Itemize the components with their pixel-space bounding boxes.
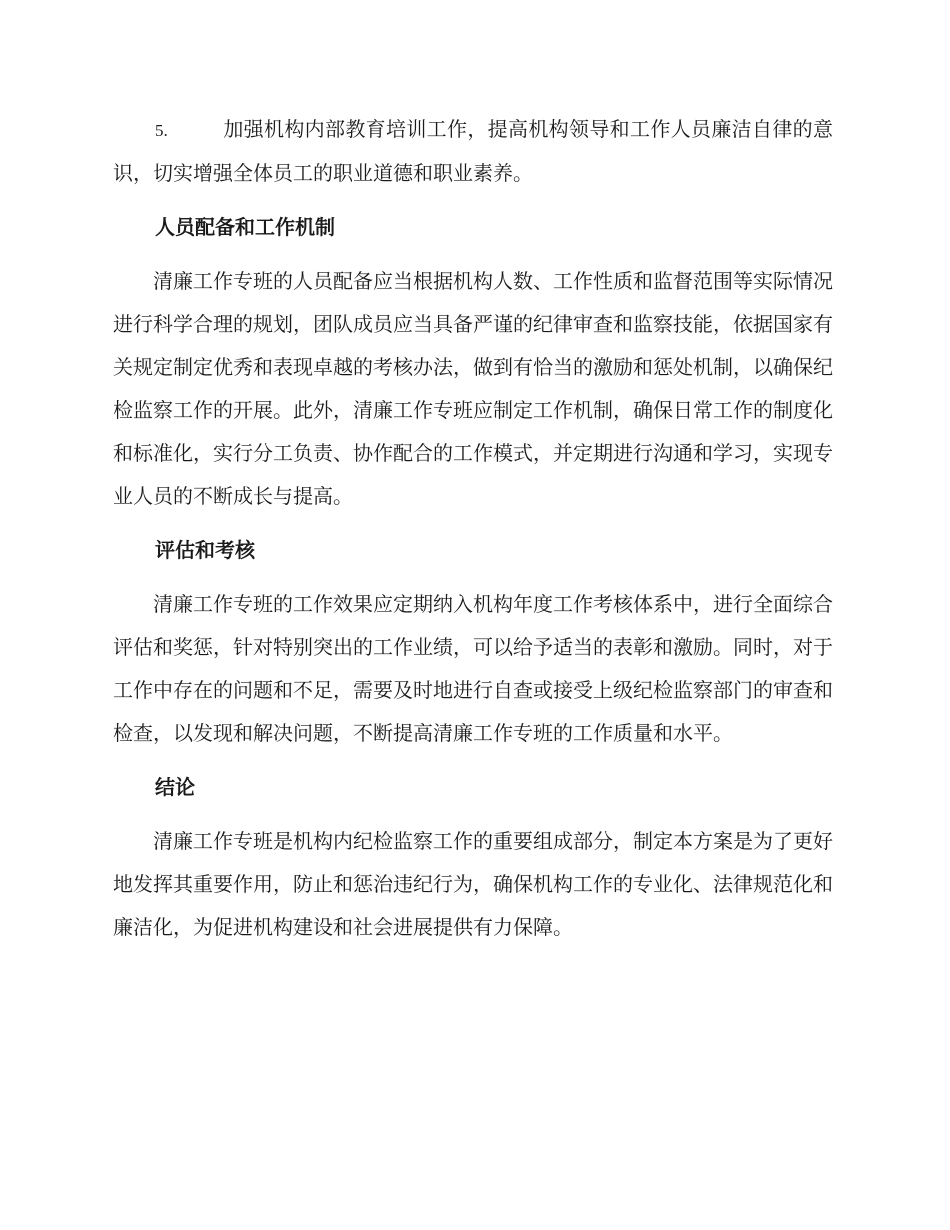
section-paragraph-staffing: 清廉工作专班的人员配备应当根据机构人数、工作性质和监督范围等实际情况进行科学合理的规划，团队成员应当具备严谨的纪律审查和监察技能，依据国家有关规定制定优秀和表现卓越的考核办法，做到有恰当的激励和惩处机制，以确保纪检监察工作的开展。此外，清廉工作专班应制定工作机制，确保日常工作的制度化和标准化，实行分工负责、协作配合的工作模式，并定期进行沟通和学习，实现专业人员的不断成长与提高。 bbox=[113, 269, 833, 508]
list-item-text: 加强机构内部教育培训工作，提高机构领导和工作人员廉洁自律的意识，切实增强全体员工的职业道德和职业素养。 bbox=[113, 117, 833, 185]
list-item-5 bbox=[113, 108, 833, 195]
section-paragraph-conclusion: 清廉工作专班是机构内纪检监察工作的重要组成部分，制定本方案是为了更好地发挥其重要作用，防止和惩治违纪行为，确保机构工作的专业化、法律规范化和廉洁化，为促进机构建设和社会进展提供有力保障。 bbox=[113, 829, 833, 939]
list-item-number: 5. bbox=[155, 121, 168, 140]
document-page bbox=[113, 108, 833, 949]
section-heading-staffing: 人员配备和工作机制 bbox=[155, 215, 335, 239]
section-heading-evaluation: 评估和考核 bbox=[155, 538, 255, 562]
section-paragraph-evaluation: 清廉工作专班的工作效果应定期纳入机构年度工作考核体系中，进行全面综合评估和奖惩，针对特别突出的工作业绩，可以给予适当的表彰和激励。同时，对于工作中存在的问题和不足，需要及时地进行自查或接受上级纪检监察部门的审查和检查，以发现和解决问题，不断提高清廉工作专班的工作质量和水平。 bbox=[113, 592, 833, 745]
section-heading-conclusion: 结论 bbox=[155, 775, 195, 799]
